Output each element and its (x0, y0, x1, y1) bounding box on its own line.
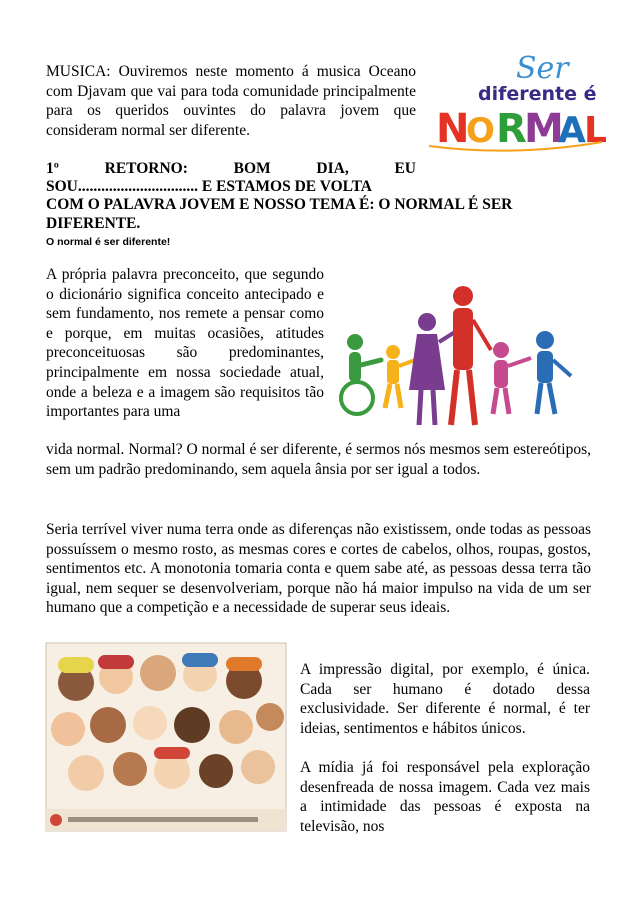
subtitle: O normal é ser diferente! (46, 236, 171, 248)
logo-ser-text: Ser (516, 51, 569, 86)
svg-text:L: L (584, 110, 607, 151)
segment-line-3: COM O PALAVRA JOVEM E NOSSO TEMA É: O NORMAL É SER DIFERENTE. (46, 196, 513, 232)
svg-text:R: R (496, 106, 527, 152)
paragraph-preconceito: A própria palavra preconceito, que segundo o dicionário significa conceito antecipado e sem fundamento, nos remete a pensar como e porque, em muitas ocasiões, atitudes preconceituosas são predominantes, principalmente em nossa sociedade atual, onde a beleza e a imagem são requisitos tão importantes para uma (46, 266, 324, 421)
svg-text:O: O (466, 111, 495, 151)
red-figure (451, 286, 491, 425)
intro-paragraph: MUSICA: Ouviremos neste momento á musica Oceano com Djavam que vai para toda comunidade principalmente para os queridos ouvintes do palavra jovem que consideram normal ser diferente. (46, 63, 416, 139)
purple-figure (409, 313, 455, 425)
blue-figure (536, 331, 571, 414)
segment-line-2: SOU............................... E ESTAMOS DE VOLTA (46, 178, 372, 196)
segment-heading (46, 160, 591, 233)
paragraph-impressao-digital: A impressão digital, por exemplo, é única. Cada ser humano é dotado dessa exclusividade. Ser diferente é normal, é ter ideias, sentimentos e hábitos únicos. (300, 661, 590, 737)
segment-line-1: 1º RETORNO: BOM DIA, EU (46, 160, 416, 177)
wheelchair-figure (341, 334, 381, 414)
paragraph-terra-igual: Seria terrível viver numa terra onde as diferenças não existissem, onde todas as pessoas possuíssem o mesmo rosto, as mesmas cores e cortes de cabelos, olhos, roupas, gostos, sentimentos etc. A monotonia tomaria conta e quem sabe até, as pessoas dessa terra tão igual, nem sequer se desenvolveriam, porque não há maior impulso na vida de um ser humano que a competição e a necessidade de superar seus ideais. (46, 521, 591, 617)
diverse-faces-illustration (46, 643, 286, 831)
svg-text:A: A (558, 110, 586, 151)
logo-normal-hidden: NORMAL (424, 42, 429, 43)
ser-diferente-normal-logo (424, 42, 607, 160)
paragraph-midia: A mídia já foi responsável pela exploração desenfreada de nossa imagem. Cada vez mais a intimidade das pessoas é exposta na televisão, nos (300, 759, 590, 835)
yellow-figure (385, 345, 415, 408)
pink-figure (493, 342, 531, 414)
paragraph-preconceito-continued: vida normal. Normal? O normal é ser diferente, é sermos nós mesmos sem estereótipos, sem um padrão predominando, sem aquela ânsia por ser igual a todos. (46, 441, 591, 478)
svg-text:N: N (436, 106, 470, 152)
svg-text:M: M (524, 106, 564, 152)
logo-diferente-text: diferente é (478, 83, 597, 105)
family-figures-icon (335, 280, 585, 430)
